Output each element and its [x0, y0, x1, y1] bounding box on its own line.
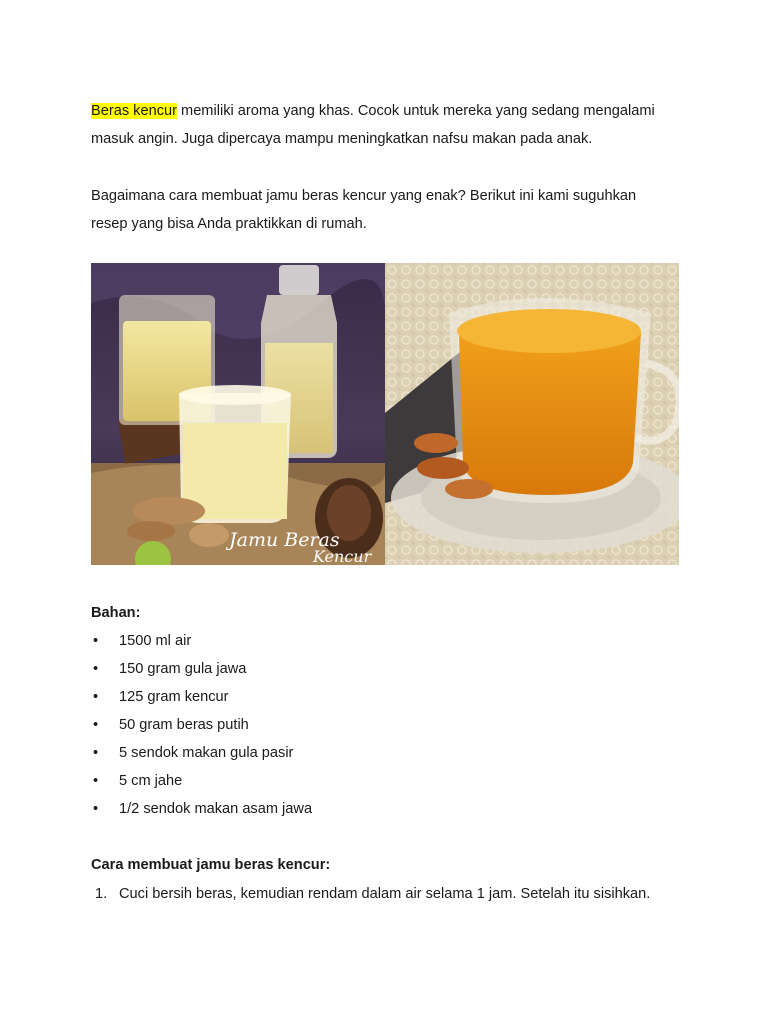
jamu-photo-illustration — [91, 263, 679, 565]
ingredient-text: 50 gram beras putih — [119, 717, 249, 733]
jamu-photo — [91, 263, 679, 565]
question-paragraph — [91, 182, 691, 238]
ingredient-text: 1500 ml air — [119, 633, 192, 649]
ingredient-text: 125 gram kencur — [119, 689, 229, 705]
intro-paragraph — [91, 97, 691, 153]
ingredient-text: 150 gram gula jawa — [119, 661, 247, 677]
bullet-icon: • — [93, 633, 99, 649]
method-heading: Cara membuat jamu beras kencur: — [91, 857, 331, 873]
ingredient-text: 1/2 sendok makan asam jawa — [119, 801, 313, 817]
step-number: 1. — [95, 886, 108, 902]
intro-line1-text: memiliki aroma yang khas. Cocok untuk mereka yang sedang mengalami — [176, 103, 655, 119]
bullet-icon: • — [93, 801, 99, 817]
right-photo — [385, 263, 679, 565]
left-photo — [91, 263, 385, 565]
photo-caption-line1: Jamu Beras — [229, 529, 340, 551]
list-item — [91, 711, 312, 739]
ingredients-list — [91, 627, 312, 823]
list-item — [91, 880, 650, 908]
bullet-icon: • — [93, 717, 99, 733]
ingredient-text: 5 cm jahe — [119, 773, 183, 789]
ingredient-text: 5 sendok makan gula pasir — [119, 745, 294, 761]
list-item — [91, 767, 312, 795]
steps-list — [91, 880, 650, 908]
photo-caption-line2: Kencur — [313, 547, 372, 565]
ingredients-heading: Bahan: — [91, 605, 141, 621]
question-line1-text: Bagaimana cara membuat jamu beras kencur yang enak? Berikut ini kami suguhkan — [91, 188, 637, 204]
list-item — [91, 683, 312, 711]
list-item — [91, 739, 312, 767]
list-item — [91, 795, 312, 823]
bullet-icon: • — [93, 773, 99, 789]
question-line2-text: resep yang bisa Anda praktikkan di rumah. — [91, 216, 367, 232]
highlighted-term: Beras kencur — [91, 103, 177, 119]
bullet-icon: • — [93, 745, 99, 761]
list-item — [91, 655, 312, 683]
bullet-icon: • — [93, 661, 99, 677]
list-item — [91, 627, 312, 655]
bullet-icon: • — [93, 689, 99, 705]
step-text: Cuci bersih beras, kemudian rendam dalam air selama 1 jam. Setelah itu sisihkan. — [119, 886, 651, 902]
intro-line2-text: masuk angin. Juga dipercaya mampu meningkatkan nafsu makan pada anak. — [91, 131, 593, 147]
